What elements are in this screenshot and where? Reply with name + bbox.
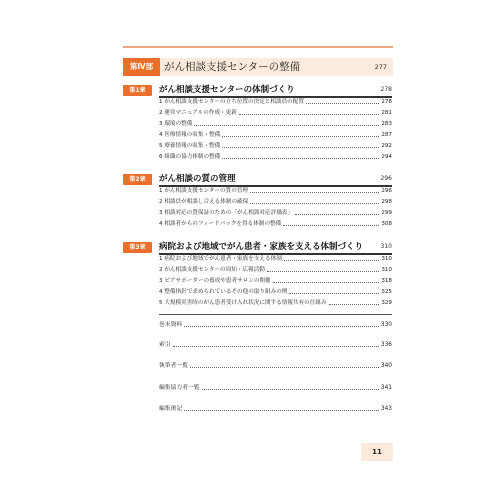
- chapter-1-label: 第1章: [123, 85, 152, 96]
- appendix-entry[interactable]: 索引 336: [159, 342, 392, 348]
- appendix-entry[interactable]: 巻末資料 330: [159, 322, 392, 328]
- toc-entry[interactable]: 1 がん相談支援センターの質の管理 296: [159, 188, 392, 194]
- chapter-1-title[interactable]: がん相談支援センターの体制づくり: [159, 85, 295, 95]
- toc-entry[interactable]: 2 相談員が相談し合える体制の確保 298: [159, 199, 392, 205]
- toc-entry[interactable]: 3 ピアサポーターの養成や患者サロンの開催 318: [159, 278, 392, 284]
- toc-entry[interactable]: 4 整備指針で求められているその他の取り組みの例 325: [159, 289, 392, 295]
- toc-entry[interactable]: 5 大規模災害時のがん患者受け入れ状況に関する情報共有の仕組み 329: [159, 300, 392, 306]
- toc-entry[interactable]: 2 がん相談支援センターの周知・広報活動 310: [159, 267, 392, 273]
- chapter-3-title[interactable]: 病院および地域でがん患者・家族を支える体制づくり: [159, 242, 364, 252]
- part-page-number: 277: [374, 63, 387, 71]
- toc-entry[interactable]: 4 相談者からのフィードバックを得る体制の整備 308: [159, 221, 392, 227]
- part-header: [123, 58, 393, 76]
- section-divider: [159, 314, 392, 315]
- toc-entry[interactable]: 2 運営マニュアルの作成・更新 281: [159, 110, 392, 116]
- chapter-2-title[interactable]: がん相談の質の管理: [159, 174, 236, 184]
- part-label: 第Ⅳ部: [123, 58, 160, 76]
- chapter-3-label: 第3章: [123, 242, 152, 253]
- chapter-1-page: 278: [380, 86, 392, 93]
- toc-entry[interactable]: 1 病院および地域でがん患者・家族を支える体制 310: [159, 256, 392, 262]
- chapter-2-page: 296: [380, 175, 392, 182]
- toc-entry[interactable]: 3 相談対応の質保証のための「がん相談対応評価表」 299: [159, 210, 392, 216]
- toc-entry[interactable]: 6 組織の協力体制の整備 294: [159, 154, 392, 160]
- appendix-entry[interactable]: 編集協力者一覧 341: [159, 385, 392, 391]
- chapter-2-label: 第2章: [123, 174, 152, 185]
- toc-entry[interactable]: 4 医療情報の収集・整備 287: [159, 132, 392, 138]
- toc-entry[interactable]: 5 療養情報の収集・整備 292: [159, 143, 392, 149]
- toc-entry[interactable]: 3 環境の整備 283: [159, 121, 392, 127]
- top-rule: [123, 46, 393, 48]
- page-number: 11: [361, 443, 393, 461]
- toc-entry[interactable]: 1 がん相談支援センターの立ち位置の決定と相談員の配置 278: [159, 99, 392, 105]
- part-title: がん相談支援センターの整備: [164, 61, 301, 73]
- chapter-3-page: 310: [380, 243, 392, 250]
- appendix-entry[interactable]: 執筆者一覧 340: [159, 363, 392, 369]
- appendix-entry[interactable]: 編集後記 343: [159, 406, 392, 412]
